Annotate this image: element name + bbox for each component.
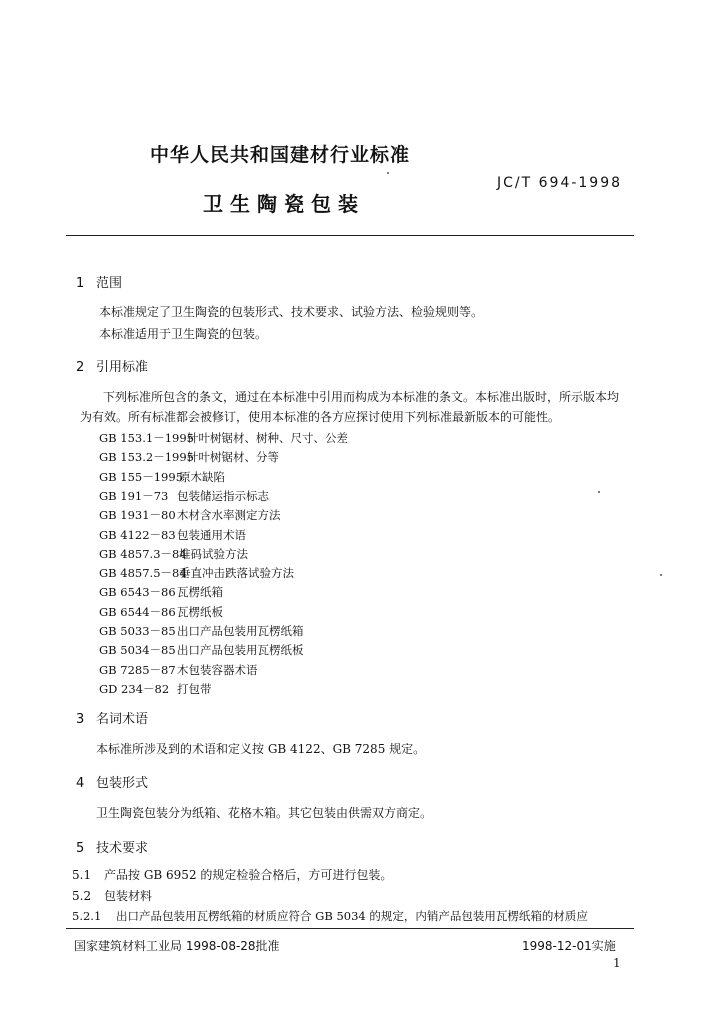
page-number: 1 <box>613 956 621 970</box>
section-title: 名词术语 <box>96 712 149 727</box>
reference-item <box>99 584 223 600</box>
reference-title: 包装通用术语 <box>177 527 246 542</box>
paragraph: 下列标准所包含的条文，通过在本标准中引用而构成为本标准的条文。本标准出版时，所示版本均 <box>103 390 620 404</box>
section-title: 范围 <box>96 276 123 291</box>
reference-title: 木包装容器术语 <box>177 662 258 677</box>
document-title: 卫生陶瓷包装 <box>203 192 365 216</box>
section-title: 技术要求 <box>96 841 149 856</box>
section-title: 引用标准 <box>96 360 149 375</box>
section-number: 4 <box>76 776 85 791</box>
section-1-heading <box>76 272 122 291</box>
paragraph: 本标准规定了卫生陶瓷的包装形式、技术要求、试验方法、检验规则等。 <box>99 305 484 319</box>
reference-item <box>99 565 294 581</box>
section-4-heading <box>76 772 148 791</box>
clause-text: 出口产品包装用瓦楞纸箱的材质应符合 GB 5034 的规定，内销产品包装用瓦楞纸箱的材质应 <box>116 909 588 923</box>
approval-line: 国家建筑材料工业局 1998-08-28批准 <box>74 939 280 953</box>
issuing-organization: 中华人民共和国建材行业标准 <box>150 144 411 166</box>
standard-code: JC/T 694-1998 <box>497 175 623 191</box>
section-number: 3 <box>76 712 85 727</box>
reference-code: GB 4857.5－84 <box>99 566 187 581</box>
reference-code: GB 153.1－1995 <box>99 431 194 445</box>
paragraph: 本标准适用于卫生陶瓷的包装。 <box>99 327 268 341</box>
clause <box>72 866 392 883</box>
clause <box>72 908 588 924</box>
reference-code: GB 5033－85 <box>99 624 176 638</box>
section-5-heading <box>76 837 148 856</box>
reference-title: 出口产品包装用瓦楞纸箱 <box>177 624 304 638</box>
reference-code: GB 191－73 <box>99 488 169 503</box>
scan-speck <box>598 491 600 493</box>
reference-title: 瓦楞纸板 <box>177 604 223 619</box>
section-3-heading <box>76 708 148 727</box>
paragraph: 本标准所涉及到的术语和定义按 GB 4122、GB 7285 规定。 <box>96 742 426 756</box>
paragraph: 卫生陶瓷包装分为纸箱、花格木箱。其它包装由供需双方商定。 <box>96 806 433 820</box>
reference-code: GB 155－1995 <box>99 469 184 484</box>
reference-code: GB 4857.3－84 <box>99 546 187 561</box>
reference-item <box>99 469 225 485</box>
reference-item <box>99 623 304 639</box>
reference-code: GB 4122－83 <box>99 527 176 542</box>
reference-title: 针叶树锯材、分等 <box>187 450 279 465</box>
reference-item <box>99 507 281 523</box>
section-number: 1 <box>76 276 85 291</box>
reference-title: 打包带 <box>177 681 212 696</box>
reference-title: 瓦楞纸箱 <box>177 585 223 600</box>
reference-code: GB 153.2－1995 <box>99 450 194 465</box>
reference-title: 垂直冲击跌落试验方法 <box>179 566 294 581</box>
reference-title: 堆码试验方法 <box>179 546 248 561</box>
reference-title: 原木缺陷 <box>179 469 225 484</box>
clause <box>72 887 152 904</box>
scan-speck <box>660 574 662 576</box>
reference-code: GB 6544－86 <box>99 604 176 619</box>
reference-item <box>99 662 258 678</box>
scan-speck <box>387 172 389 174</box>
reference-item <box>99 527 246 543</box>
reference-item <box>99 546 248 562</box>
clause-text: 产品按 GB 6952 的规定检验合格后，方可进行包装。 <box>104 868 393 882</box>
reference-code: GD 234－82 <box>99 681 170 696</box>
reference-title: 包装储运指示标志 <box>177 488 269 503</box>
clause-number: 5.1 <box>72 868 92 882</box>
section-2-heading <box>76 356 148 375</box>
section-number: 5 <box>76 841 85 856</box>
reference-item <box>99 604 223 620</box>
reference-code: GB 7285－87 <box>99 662 176 677</box>
reference-item <box>99 681 212 697</box>
reference-code: GB 5034－85 <box>99 643 176 658</box>
reference-title: 出口产品包装用瓦楞纸板 <box>177 643 304 658</box>
footer-divider <box>66 928 634 929</box>
paragraph: 为有效。所有标准都会被修订，使用本标准的各方应探讨使用下列标准最新版本的可能性。 <box>80 410 561 424</box>
reference-title: 针叶树锯材、树种、尺寸、公差 <box>187 431 348 445</box>
reference-title: 木材含水率测定方法 <box>177 508 281 523</box>
reference-code: GB 6543－86 <box>99 585 176 600</box>
reference-code: GB 1931－80 <box>99 508 176 523</box>
clause-number: 5.2.1 <box>72 909 102 923</box>
reference-item <box>99 430 348 446</box>
section-number: 2 <box>76 360 85 375</box>
clause-text: 包装材料 <box>104 889 153 903</box>
reference-item <box>99 488 269 504</box>
implementation-date: 1998-12-01实施 <box>522 939 616 953</box>
header-divider <box>66 235 634 236</box>
reference-item <box>99 642 304 658</box>
section-title: 包装形式 <box>96 776 149 791</box>
clause-number: 5.2 <box>72 889 92 903</box>
reference-item <box>99 449 279 465</box>
